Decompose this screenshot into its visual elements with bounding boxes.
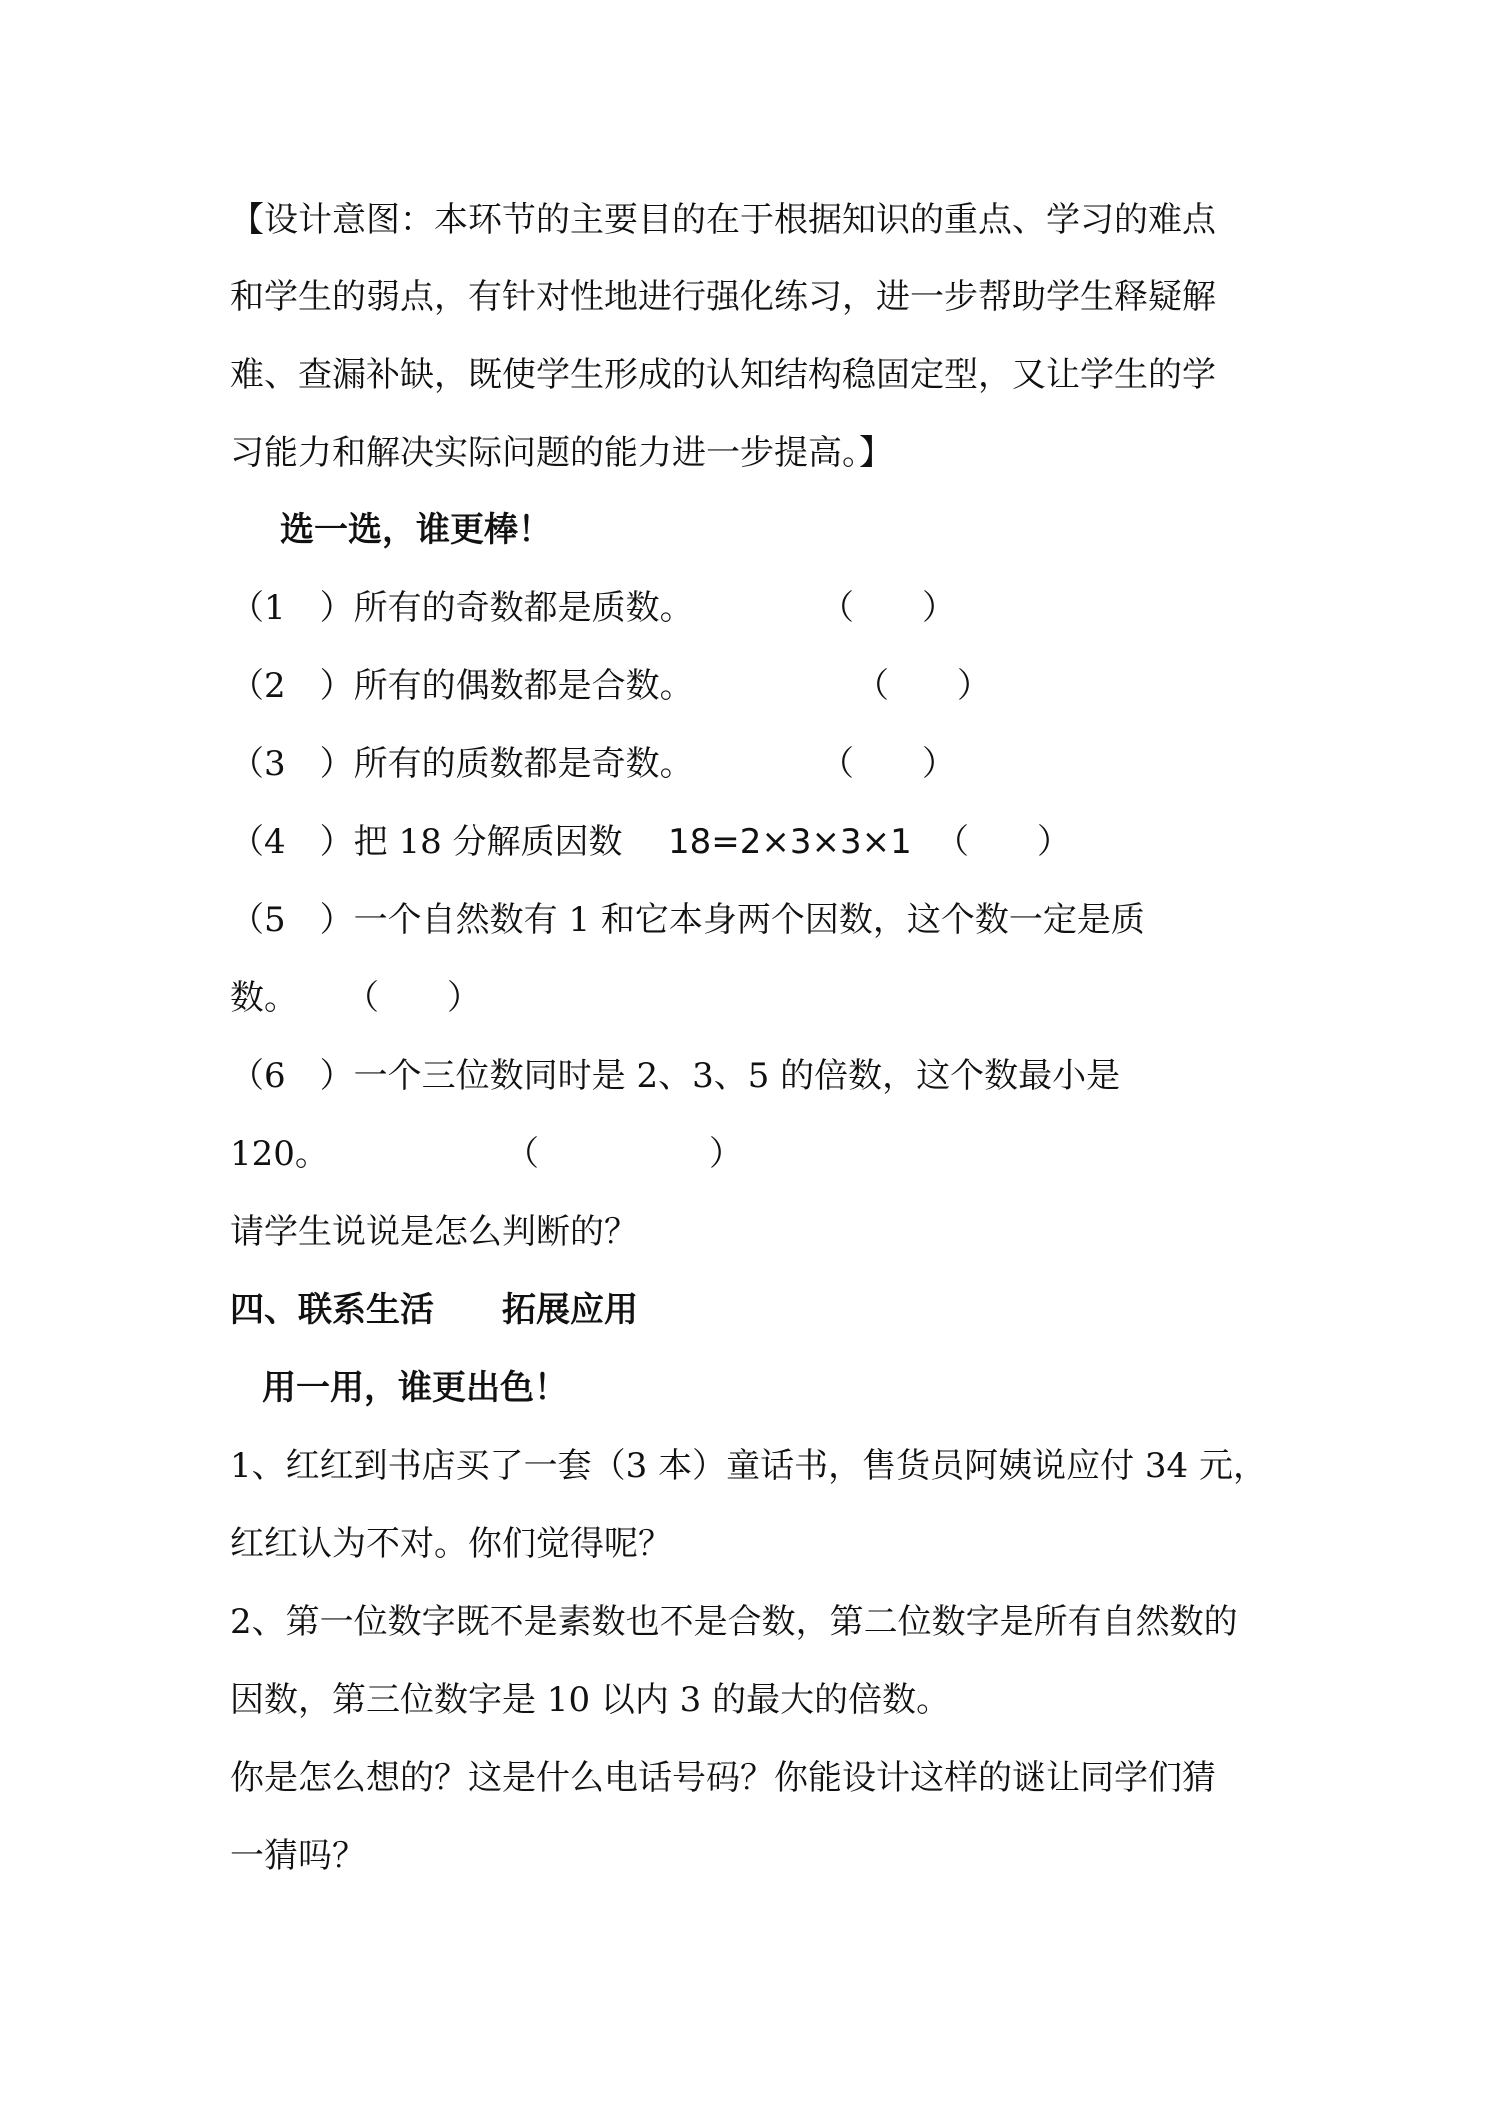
section-heading-choose: 选一选，谁更棒！: [280, 510, 552, 550]
answer-blank-6: （ ）: [505, 1134, 743, 1174]
question-2-line-1: 2、第一位数字既不是素数也不是合数，第二位数字是所有自然数的: [230, 1602, 1238, 1642]
design-intent-line-1: 【设计意图：本环节的主要目的在于根据知识的重点、学习的难点: [230, 200, 1216, 240]
answer-blank-2: （ ）: [855, 666, 991, 706]
question-2-line-2: 因数，第三位数字是 10 以内 3 的最大的倍数。: [230, 1680, 951, 1720]
answer-blank-5: （ ）: [345, 978, 481, 1018]
question-1-line-2: 红红认为不对。你们觉得呢？: [230, 1524, 672, 1564]
question-3-line-1: 你是怎么想的？这是什么电话号码？你能设计这样的谜让同学们猜: [230, 1758, 1216, 1798]
answer-blank-3: （ ）: [820, 744, 956, 784]
choose-item-6-continued: 120。: [230, 1134, 329, 1174]
answer-blank-4: （ ）: [935, 822, 1071, 862]
question-1-line-1: 1、红红到书店买了一套（3 本）童话书，售货员阿姨说应付 34 元，: [230, 1446, 1267, 1486]
choose-item-1: （1 ）所有的奇数都是质数。: [230, 588, 694, 628]
choose-item-3: （3 ）所有的质数都是奇数。: [230, 744, 694, 784]
design-intent-line-3: 难、查漏补缺，既使学生形成的认知结构稳固定型，又让学生的学: [230, 355, 1216, 395]
judgment-prompt: 请学生说说是怎么判断的？: [230, 1212, 638, 1252]
design-intent-line-4: 习能力和解决实际问题的能力进一步提高。】: [230, 433, 893, 473]
choose-item-4: （4 ）把 18 分解质因数: [230, 822, 623, 862]
choose-item-2: （2 ）所有的偶数都是合数。: [230, 666, 694, 706]
section-heading-four: 四、联系生活 拓展应用: [230, 1290, 638, 1330]
question-3-line-2: 一猜吗？: [230, 1836, 366, 1876]
design-intent-line-2: 和学生的弱点，有针对性地进行强化练习，进一步帮助学生释疑解: [230, 277, 1216, 317]
answer-blank-1: （ ）: [820, 588, 956, 628]
choose-item-5: （5 ）一个自然数有 1 和它本身两个因数，这个数一定是质: [230, 900, 1145, 940]
choose-item-6: （6 ）一个三位数同时是 2、3、5 的倍数，这个数最小是: [230, 1056, 1121, 1096]
section-heading-use: 用一用，谁更出色！: [262, 1368, 568, 1408]
choose-item-5-continued: 数。: [230, 978, 298, 1018]
factorization-formula: 18=2×3×3×1: [668, 822, 912, 862]
